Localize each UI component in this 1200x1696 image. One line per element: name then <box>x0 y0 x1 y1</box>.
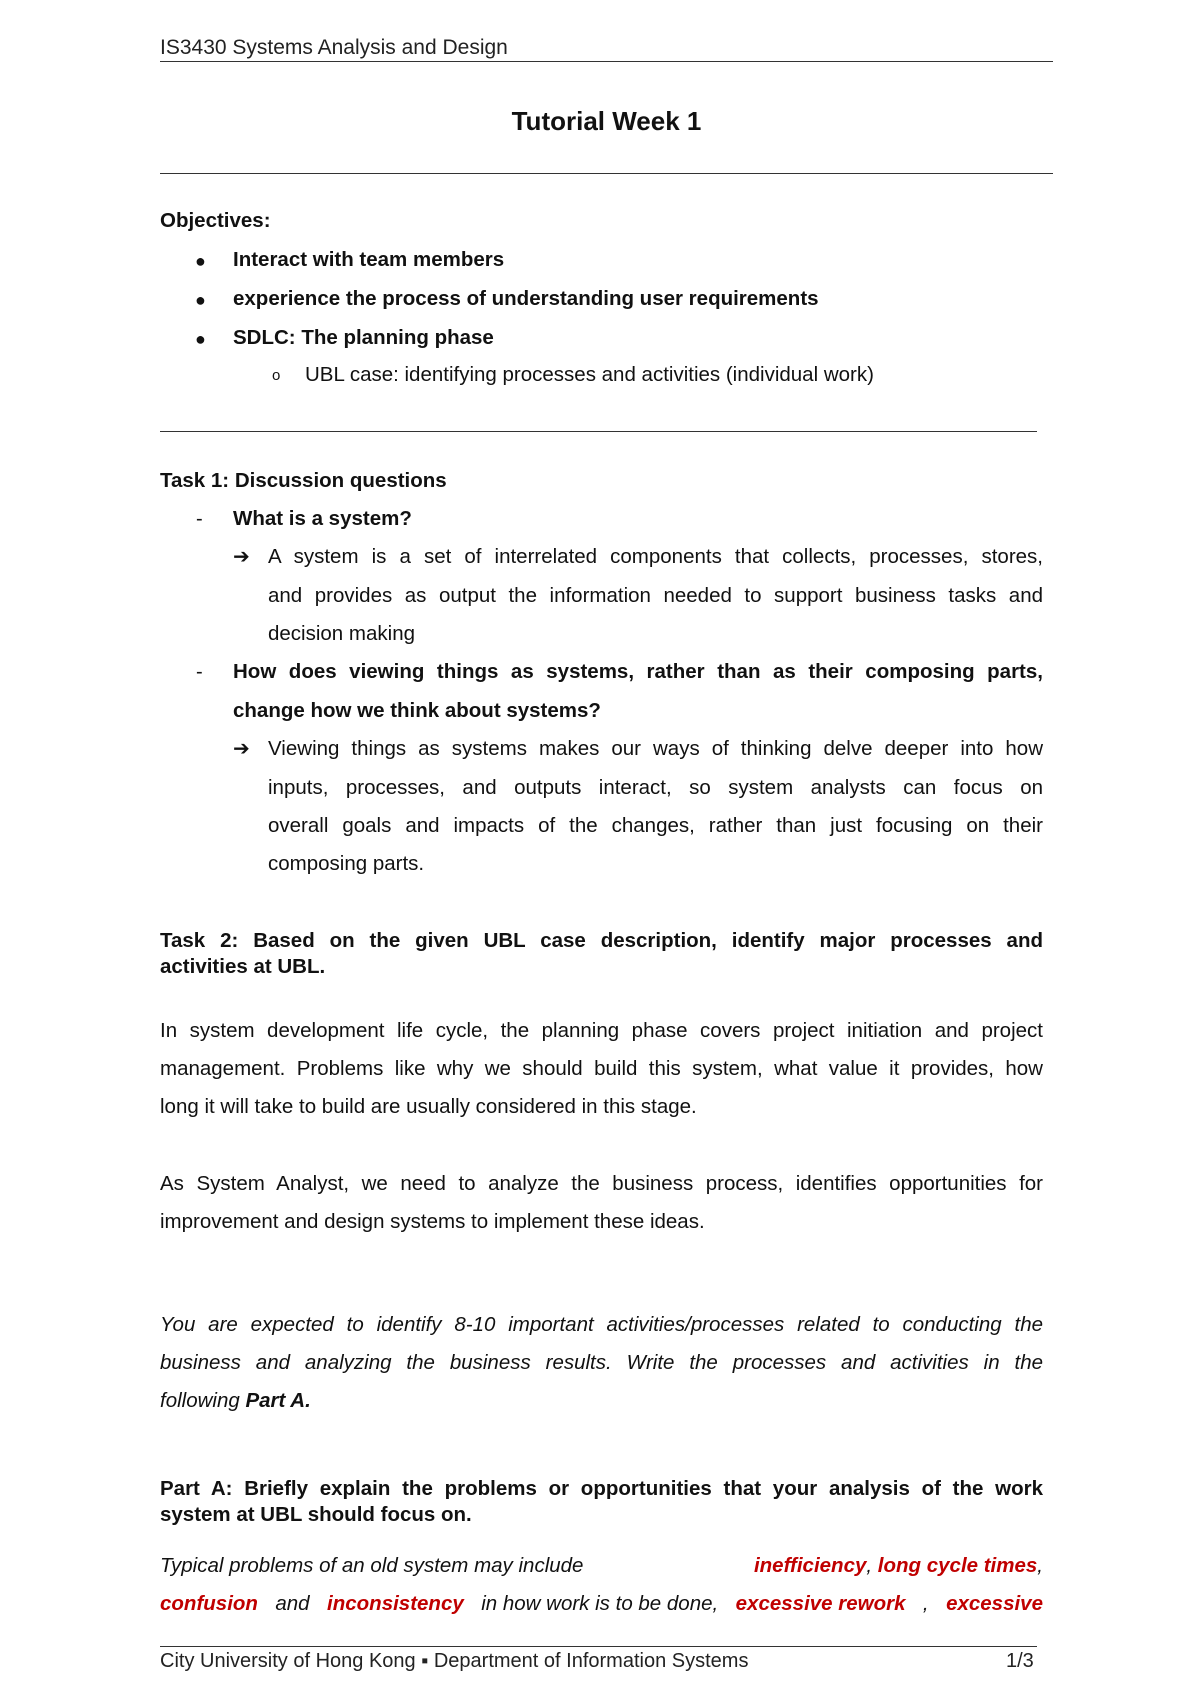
footer-text: City University of Hong Kong ▪ Department of Information Systems <box>160 1650 749 1672</box>
task2-heading-line: Task 2: Based on the given UBL case description, identify major processes and <box>160 929 1043 952</box>
part-a-reference: Part A. <box>245 1389 311 1412</box>
part-a-body-line <box>160 1591 1043 1617</box>
objective-item: experience the process of understanding user requirements <box>233 287 819 310</box>
task2-heading-line: activities at UBL. <box>160 955 326 978</box>
task1-question-2-line: change how we think about systems? <box>233 699 601 722</box>
objectives-heading: Objectives: <box>160 209 271 232</box>
emphasis-text: inefficiency, long cycle times, <box>753 1554 1043 1577</box>
part-a-body-line <box>160 1553 1043 1579</box>
task1-answer-2-line: overall goals and impacts of the changes, rather than just focusing on their <box>268 814 1043 837</box>
task2-paragraph-2-line: improvement and design systems to implement these ideas. <box>160 1210 705 1233</box>
emphasis-text: excessive <box>946 1592 1043 1615</box>
emphasis-text: confusion <box>160 1592 258 1615</box>
body-text: and <box>275 1592 310 1615</box>
task2-paragraph-3-line <box>160 1388 311 1414</box>
objective-item: SDLC: The planning phase <box>233 326 494 349</box>
title-rule <box>160 173 1053 174</box>
task2-paragraph-1-line: long it will take to build are usually considered in this stage. <box>160 1095 697 1118</box>
part-a-heading-line: system at UBL should focus on. <box>160 1503 472 1526</box>
task2-paragraph-2-line: As System Analyst, we need to analyze the business process, identifies opportunities for <box>160 1172 1043 1195</box>
task1-question-1: What is a system? <box>233 507 412 530</box>
running-header: IS3430 Systems Analysis and Design <box>160 36 508 59</box>
task1-answer-1-line: decision making <box>268 622 415 645</box>
task1-answer-2-line: Viewing things as systems makes our ways of thinking delve deeper into how <box>268 737 1043 760</box>
emphasis-text: excessive rework <box>735 1592 906 1615</box>
body-text: , <box>922 1592 929 1615</box>
page-number: 1/3 <box>1006 1650 1034 1672</box>
body-text: in how work is to be done, <box>481 1592 719 1615</box>
section-divider <box>160 431 1037 432</box>
task2-paragraph-1-line: management. Problems like why we should build this system, what value it provides, how <box>160 1057 1043 1080</box>
bullet-icon: ● <box>195 329 206 349</box>
task2-paragraph-3-line: business and analyzing the business results. Write the processes and activities in the <box>160 1351 1043 1374</box>
objective-item: Interact with team members <box>233 248 505 271</box>
dash-bullet-icon: - <box>196 661 203 683</box>
body-text: Typical problems of an old system may include <box>160 1554 584 1577</box>
arrow-right-icon: ➔ <box>233 546 250 568</box>
page-title: Tutorial Week 1 <box>511 106 702 136</box>
task1-answer-1-line: and provides as output the information needed to support business tasks and <box>268 584 1043 607</box>
sub-bullet-icon: o <box>272 367 281 384</box>
task1-answer-2-line: composing parts. <box>268 852 425 875</box>
header-rule <box>160 61 1053 62</box>
footer-rule <box>160 1646 1037 1647</box>
task1-answer-1-line: A system is a set of interrelated components that collects, processes, stores, <box>268 545 1043 568</box>
dash-bullet-icon: - <box>196 508 203 530</box>
part-a-body-words <box>160 1553 746 1579</box>
task2-paragraph-3-line: You are expected to identify 8-10 important activities/processes related to conducting the <box>160 1313 1043 1336</box>
bullet-icon: ● <box>195 290 206 310</box>
objective-subitem: UBL case: identifying processes and activities (individual work) <box>305 363 874 386</box>
task2-paragraph-1-line: In system development life cycle, the planning phase covers project initiation and project <box>160 1019 1043 1042</box>
task1-question-2-line: How does viewing things as systems, rather than as their composing parts, <box>233 660 1043 683</box>
task2-paragraph-3-text: following <box>160 1389 240 1412</box>
part-a-heading-line: Part A: Briefly explain the problems or opportunities that your analysis of the work <box>160 1477 1043 1500</box>
task1-answer-2-line: inputs, processes, and outputs interact, so system analysts can focus on <box>268 776 1043 799</box>
arrow-right-icon: ➔ <box>233 738 250 760</box>
task1-heading: Task 1: Discussion questions <box>160 469 447 492</box>
bullet-icon: ● <box>195 251 206 271</box>
emphasis-text: inconsistency <box>327 1592 464 1615</box>
